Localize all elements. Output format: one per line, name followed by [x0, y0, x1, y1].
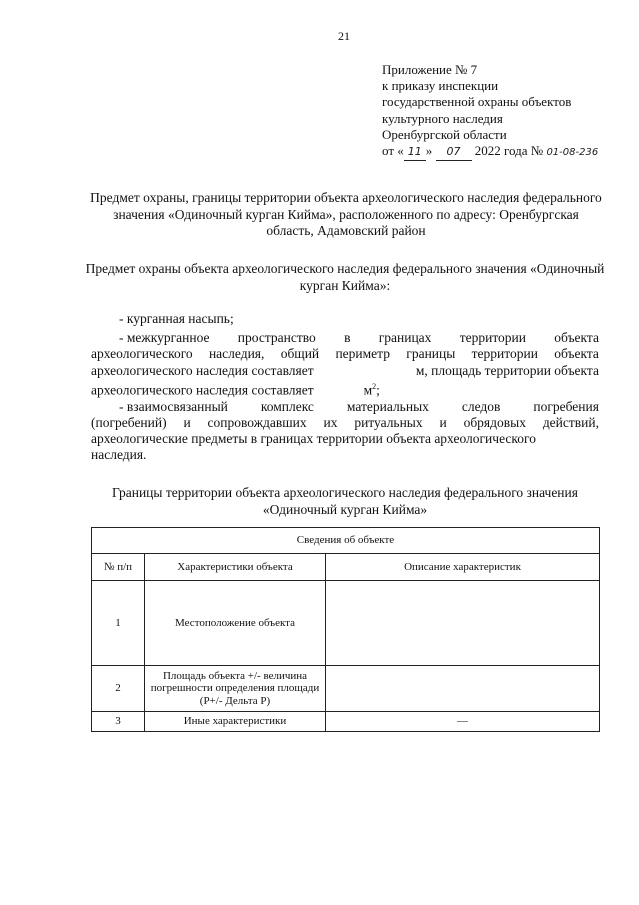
- list-item-line: археологические предметы в границах территории объекта археологического: [91, 430, 536, 446]
- date-prefix: от «: [382, 143, 404, 159]
- date-year: 2022 года №: [471, 143, 547, 159]
- appendix-line: к приказу инспекции: [382, 78, 499, 94]
- object-info-table: [91, 527, 600, 732]
- list-item-line: наследия.: [91, 447, 147, 463]
- column-header: Описание характеристик: [326, 554, 600, 581]
- row-number: 2: [92, 666, 145, 712]
- column-header: Характеристики объекта: [145, 554, 326, 581]
- table-row: [92, 581, 600, 666]
- row-characteristic: Площадь объекта +/- величина погрешности определения площади (Р+/- Дельта Р): [145, 666, 326, 712]
- row-characteristic: Местоположение объекта: [145, 581, 326, 666]
- row-description: —: [326, 712, 600, 732]
- appendix-line: государственной охраны объектов: [382, 94, 572, 110]
- section-subtitle: Предмет охраны объекта археологического наследия федерального значения «Одиночный курган Кийма»:: [85, 261, 605, 293]
- table-row: [92, 666, 600, 712]
- row-description: [326, 581, 600, 666]
- date-mid: »: [425, 143, 436, 159]
- handwritten-order-number: 01-08-236: [546, 147, 599, 159]
- appendix-line: культурного наследия: [382, 110, 503, 126]
- row-description: [326, 666, 600, 712]
- appendix-date-line: [382, 143, 598, 161]
- list-item-line: археологического наследия составляет м, площадь территории объекта: [91, 362, 599, 378]
- table-row: [92, 712, 600, 732]
- appendix-line: Оренбургской области: [382, 126, 507, 142]
- appendix-line: Приложение № 7: [382, 62, 478, 77]
- table-header: Сведения об объекте: [92, 528, 600, 554]
- table-header-row: [92, 528, 600, 554]
- column-header: № п/п: [92, 554, 145, 581]
- handwritten-month: 07: [436, 144, 472, 161]
- row-characteristic: Иные характеристики: [145, 712, 326, 732]
- row-number: 3: [92, 712, 145, 732]
- page-number: 21: [338, 29, 350, 43]
- list-item-justified-line: археологического наследия, общий периметр границы территории объекта: [91, 346, 599, 362]
- table-column-header-row: [92, 554, 600, 581]
- handwritten-day: 11: [404, 144, 426, 161]
- table-caption: Границы территории объекта археологического наследия федерального значения «Одиночный курган Кийма»: [112, 485, 578, 517]
- list-item-justified-line: - взаимосвязанный комплекс материальных следов погребения: [119, 398, 599, 414]
- list-item-justified-line: (погребений) и сопровождавших их ритуальных и обрядовых действий,: [91, 414, 599, 430]
- appendix-block: [382, 62, 598, 161]
- list-item-line: археологического наследия составляет $м^2$;: [91, 381, 380, 398]
- document-title: Предмет охраны, границы территории объекта археологического наследия федерального значения «Одиночный курган Кийма», расположенного по адресу: Оренбургская область, Адамовский район: [90, 190, 602, 238]
- list-item-justified-line: - межкурганное пространство в границах территории объекта: [119, 330, 599, 346]
- protection-subject-list: [91, 311, 599, 463]
- row-number: 1: [92, 581, 145, 666]
- list-item: - курганная насыпь;: [119, 311, 234, 326]
